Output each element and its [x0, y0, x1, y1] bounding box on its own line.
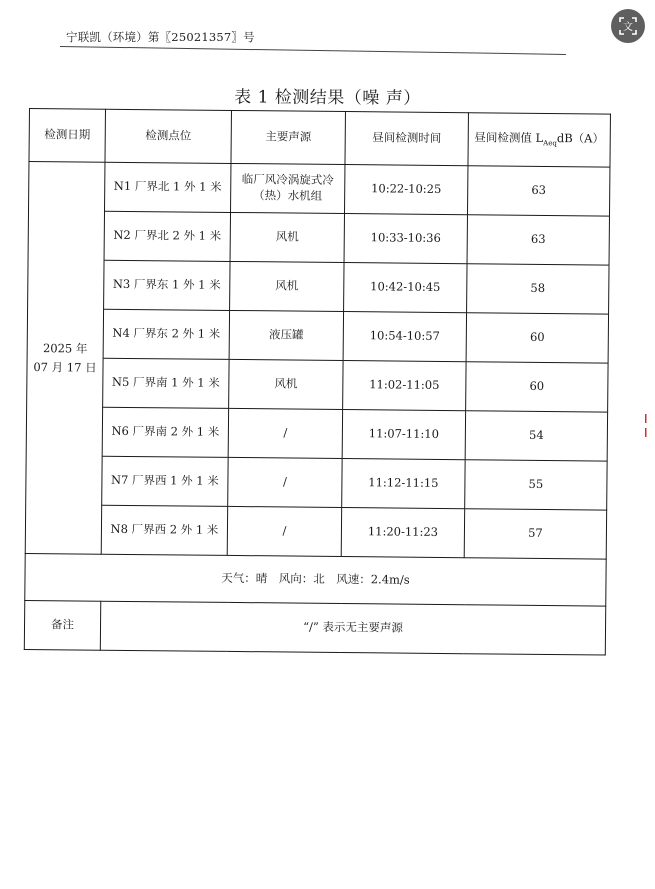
remark-text: “/” 表示无主要声源	[100, 601, 605, 655]
translate-button[interactable]	[611, 9, 645, 43]
value-cell: 60	[466, 313, 608, 363]
weather-cell: 天气：晴 风向：北 风速：2.4m/s	[25, 553, 606, 606]
time-cell: 10:54-10:57	[343, 312, 466, 362]
time-cell: 10:22-10:25	[345, 165, 468, 215]
remark-row	[24, 600, 605, 655]
header-divider	[60, 46, 566, 55]
source-cell: 液压罐	[229, 310, 343, 360]
value-cell: 55	[465, 460, 607, 510]
noise-results-table	[24, 108, 611, 656]
table-row	[27, 357, 608, 412]
header-row	[29, 109, 610, 168]
source-cell: 风机	[230, 212, 344, 262]
point-cell: N8 厂界西 2 外 1 米	[101, 505, 227, 555]
table-row	[26, 406, 607, 461]
date-year: 2025 年	[42, 341, 88, 356]
table-row	[27, 308, 608, 363]
header-source: 主要声源	[231, 110, 346, 164]
time-cell: 11:12-11:15	[342, 459, 465, 509]
point-cell: N5 厂界南 1 外 1 米	[103, 358, 229, 408]
table-row	[26, 455, 607, 510]
value-cell: 63	[467, 215, 609, 265]
translate-glyph: 文	[623, 22, 633, 33]
translate-icon	[617, 15, 639, 37]
header-value	[468, 113, 611, 167]
point-cell: N7 厂界西 1 外 1 米	[102, 456, 228, 506]
value-cell: 57	[464, 509, 606, 559]
time-cell: 10:42-10:45	[344, 263, 467, 313]
header-date: 检测日期	[29, 109, 106, 163]
header-value-unit: dB（A）	[556, 131, 605, 146]
table-row	[28, 259, 609, 314]
value-cell: 63	[467, 166, 609, 216]
time-cell: 11:02-11:05	[343, 361, 466, 411]
table-row	[28, 211, 609, 266]
value-cell: 58	[467, 264, 609, 314]
header-value-label: 昼间检测值 L	[474, 130, 544, 146]
date-cell	[25, 162, 105, 555]
point-cell: N3 厂界东 1 外 1 米	[104, 260, 230, 310]
header-time: 昼间检测时间	[345, 112, 469, 166]
source-cell: /	[228, 457, 342, 507]
table-title: 表 1 检测结果（噪 声）	[234, 87, 421, 109]
point-cell: N6 厂界南 2 外 1 米	[102, 407, 228, 457]
table-row	[29, 162, 610, 217]
header-point: 检测点位	[105, 109, 232, 163]
table-row	[25, 504, 606, 559]
source-cell	[231, 163, 345, 213]
value-cell: 60	[466, 362, 608, 412]
time-cell: 10:33-10:36	[344, 214, 467, 264]
document-number: 宁联凯（环境）第〖25021357〗号	[66, 30, 255, 44]
header-value-subscript: Aeq	[543, 139, 557, 148]
point-cell: N2 厂界北 2 外 1 米	[104, 211, 230, 261]
source-cell: /	[227, 506, 341, 556]
point-cell: N4 厂界东 2 外 1 米	[103, 309, 229, 359]
source-cell: /	[228, 408, 342, 458]
value-cell: 54	[465, 411, 607, 461]
weather-row	[25, 553, 606, 606]
date-day: 07 月 17 日	[33, 359, 97, 375]
source-line2: （热）水机组	[253, 188, 323, 203]
time-cell: 11:20-11:23	[341, 508, 464, 558]
remark-label: 备注	[24, 600, 100, 650]
source-line1: 临厂风冷涡旋式冷	[241, 172, 334, 188]
red-edge-mark	[644, 414, 648, 440]
source-cell: 风机	[229, 359, 343, 409]
source-cell: 风机	[230, 261, 344, 311]
point-cell: N1 厂界北 1 外 1 米	[105, 162, 231, 212]
time-cell: 11:07-11:10	[342, 410, 465, 460]
